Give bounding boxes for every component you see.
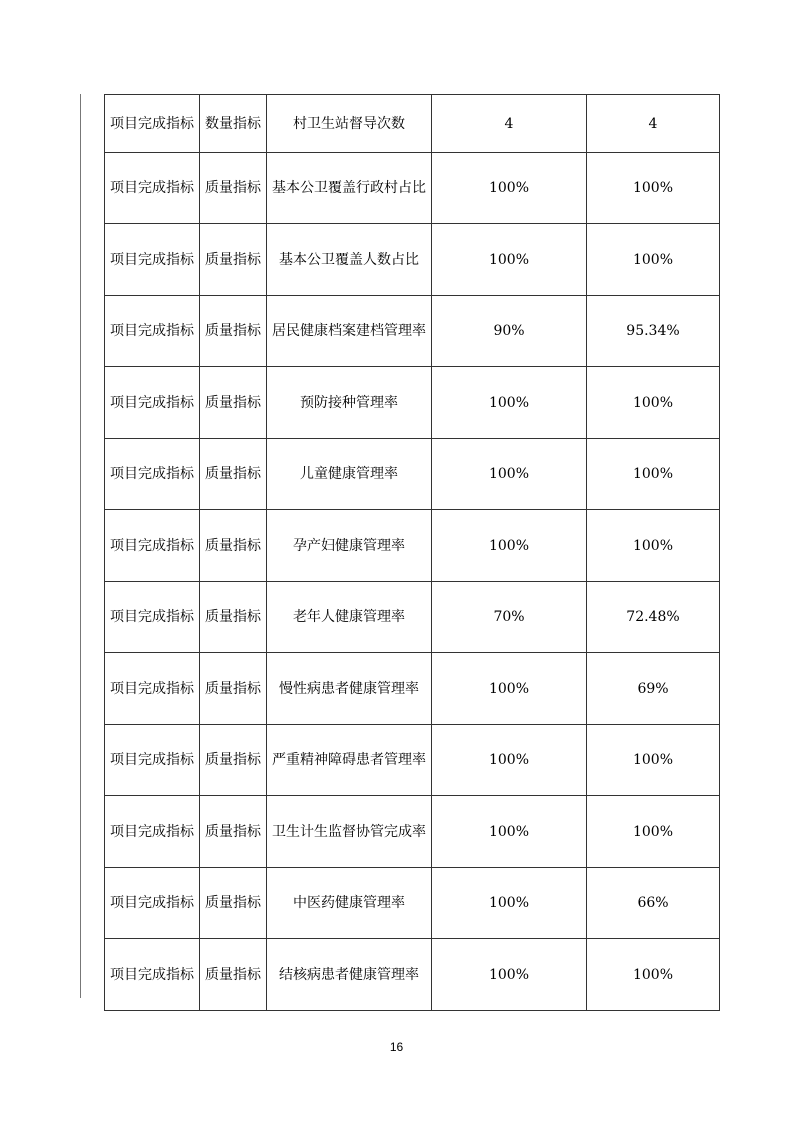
indicator-cell: 结核病患者健康管理率	[267, 939, 432, 1011]
table-row	[105, 582, 720, 653]
actual-value-cell: 100%	[587, 367, 720, 439]
actual-value-cell: 100%	[587, 224, 720, 296]
table-row	[105, 653, 720, 725]
level2-cell: 质量指标	[200, 796, 267, 868]
actual-value-cell: 66%	[587, 868, 720, 939]
target-value-cell: 100%	[432, 224, 587, 296]
target-value-cell: 90%	[432, 296, 587, 367]
level1-cell: 项目完成指标	[105, 796, 200, 868]
indicator-cell: 严重精神障碍患者管理率	[267, 725, 432, 796]
indicator-cell: 基本公卫覆盖行政村占比	[267, 153, 432, 224]
level2-cell: 质量指标	[200, 296, 267, 367]
indicator-cell: 儿童健康管理率	[267, 439, 432, 510]
indicator-cell: 卫生计生监督协管完成率	[267, 796, 432, 868]
target-value-cell: 70%	[432, 582, 587, 653]
level2-cell: 质量指标	[200, 439, 267, 510]
level2-cell: 质量指标	[200, 939, 267, 1011]
target-value-cell: 100%	[432, 796, 587, 868]
actual-value-cell: 100%	[587, 153, 720, 224]
target-value-cell: 100%	[432, 510, 587, 582]
level1-cell: 项目完成指标	[105, 582, 200, 653]
actual-value-cell: 100%	[587, 510, 720, 582]
level1-cell: 项目完成指标	[105, 653, 200, 725]
level2-cell: 质量指标	[200, 510, 267, 582]
target-value-cell: 100%	[432, 439, 587, 510]
indicator-cell: 孕产妇健康管理率	[267, 510, 432, 582]
actual-value-cell: 69%	[587, 653, 720, 725]
level1-cell: 项目完成指标	[105, 224, 200, 296]
indicator-cell: 村卫生站督导次数	[267, 95, 432, 153]
table-row	[105, 95, 720, 153]
table-row	[105, 439, 720, 510]
level2-cell: 质量指标	[200, 367, 267, 439]
target-value-cell: 100%	[432, 367, 587, 439]
level2-cell: 质量指标	[200, 868, 267, 939]
level1-cell: 项目完成指标	[105, 439, 200, 510]
level1-cell: 项目完成指标	[105, 939, 200, 1011]
page-number: 16	[389, 1040, 404, 1054]
level2-cell: 数量指标	[200, 95, 267, 153]
level2-cell: 质量指标	[200, 582, 267, 653]
target-value-cell: 100%	[432, 939, 587, 1011]
table-row	[105, 367, 720, 439]
performance-indicator-table	[104, 94, 720, 1011]
indicator-cell: 居民健康档案建档管理率	[267, 296, 432, 367]
table-row	[105, 224, 720, 296]
level2-cell: 质量指标	[200, 725, 267, 796]
level1-cell: 项目完成指标	[105, 510, 200, 582]
actual-value-cell: 95.34%	[587, 296, 720, 367]
table-row	[105, 725, 720, 796]
actual-value-cell: 100%	[587, 796, 720, 868]
table-body	[105, 95, 720, 1011]
level1-cell: 项目完成指标	[105, 868, 200, 939]
margin-line	[80, 94, 81, 998]
actual-value-cell: 100%	[587, 939, 720, 1011]
indicator-cell: 老年人健康管理率	[267, 582, 432, 653]
actual-value-cell: 100%	[587, 439, 720, 510]
indicator-cell: 慢性病患者健康管理率	[267, 653, 432, 725]
level2-cell: 质量指标	[200, 653, 267, 725]
table-row	[105, 296, 720, 367]
level2-cell: 质量指标	[200, 153, 267, 224]
indicator-cell: 中医药健康管理率	[267, 868, 432, 939]
target-value-cell: 100%	[432, 725, 587, 796]
level1-cell: 项目完成指标	[105, 725, 200, 796]
indicator-cell: 预防接种管理率	[267, 367, 432, 439]
target-value-cell: 100%	[432, 868, 587, 939]
table-row	[105, 510, 720, 582]
table-row	[105, 868, 720, 939]
target-value-cell: 4	[432, 95, 587, 153]
level1-cell: 项目完成指标	[105, 95, 200, 153]
actual-value-cell: 72.48%	[587, 582, 720, 653]
target-value-cell: 100%	[432, 153, 587, 224]
actual-value-cell: 100%	[587, 725, 720, 796]
table-row	[105, 153, 720, 224]
level1-cell: 项目完成指标	[105, 367, 200, 439]
target-value-cell: 100%	[432, 653, 587, 725]
level2-cell: 质量指标	[200, 224, 267, 296]
level1-cell: 项目完成指标	[105, 296, 200, 367]
table-row	[105, 796, 720, 868]
actual-value-cell: 4	[587, 95, 720, 153]
table-row	[105, 939, 720, 1011]
indicator-cell: 基本公卫覆盖人数占比	[267, 224, 432, 296]
level1-cell: 项目完成指标	[105, 153, 200, 224]
